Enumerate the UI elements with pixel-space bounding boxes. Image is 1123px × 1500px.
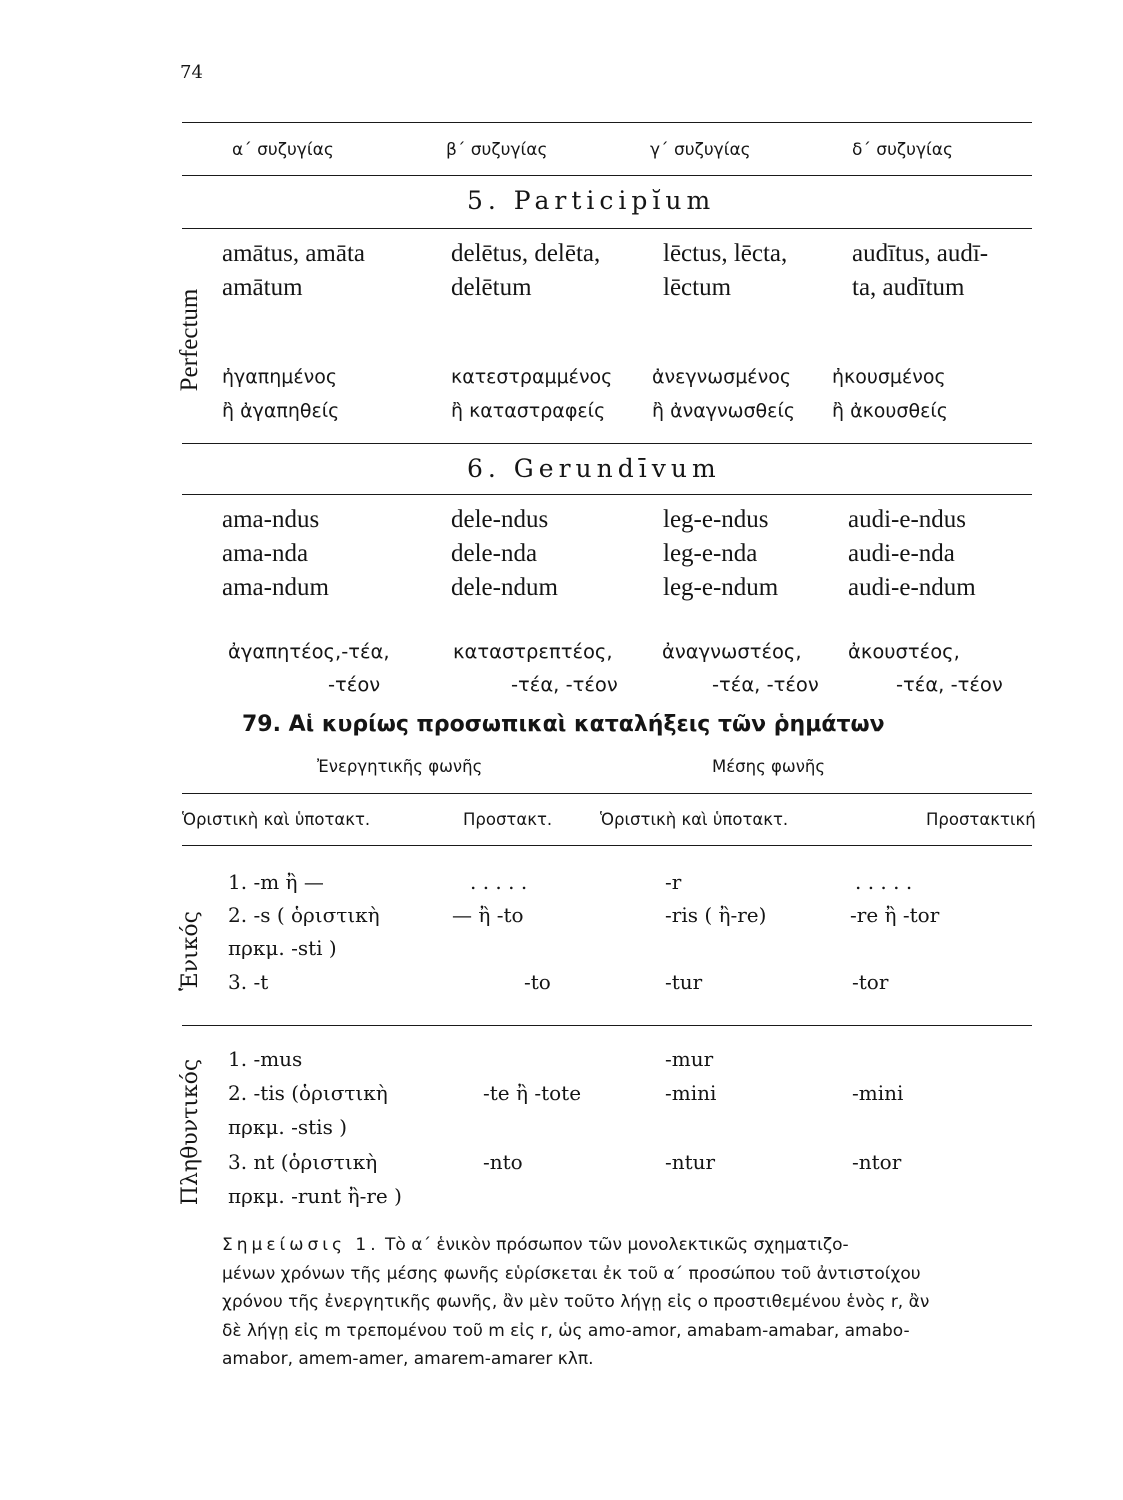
side-label-plural: Πληθυντικός xyxy=(178,1058,203,1206)
side-label-singular: Ἑνικός xyxy=(178,911,203,991)
ger-latin-r1-c1: ama-ndus xyxy=(222,506,320,533)
voice-active-label: Ἐνεργητικῆς φωνῆς xyxy=(317,757,483,776)
pl-r3-c4: -ntor xyxy=(852,1150,902,1174)
sg-r1-c4: . . . . . xyxy=(855,870,913,894)
sg-r1-c2: . . . . . xyxy=(470,870,528,894)
rule-header-bottom xyxy=(182,175,1032,176)
sg-r2-c1: 2. -s ( ὁριστικὴ xyxy=(228,903,380,927)
part-latin-r1-c3: lēctus, lēcta, xyxy=(663,240,788,267)
section-title-gerundivum: 6. Gerundīvum xyxy=(467,454,721,483)
ger-latin-r3-c4: audi-e-ndum xyxy=(848,574,976,601)
section-79-title: 79. Αἱ κυρίως προσωπικαὶ καταλήξεις τῶν ῥημάτων xyxy=(242,712,885,737)
rule-voices xyxy=(182,793,1032,794)
part-greek-r1-c4: ἠκουσμένος xyxy=(832,366,946,388)
header-conj-4: δ΄ συζυγίας xyxy=(852,140,953,160)
sg-r3-c3: -tur xyxy=(665,970,703,994)
pl-r3-c3: -ntur xyxy=(665,1150,716,1174)
ger-greek-r2-c4: -τέα, -τέον xyxy=(896,673,1003,696)
part-latin-r1-c2: delētus, delēta, xyxy=(451,240,601,267)
ger-latin-r2-c3: leg-e-nda xyxy=(663,540,758,567)
ger-greek-r1-c4: ἀκουστέος, xyxy=(848,640,960,663)
pl-r2-c2: -te ἢ -tote xyxy=(483,1081,582,1105)
col-head-3: Ὁριστικὴ καὶ ὑποτακτ. xyxy=(600,810,789,829)
pl-r3-c2: -nto xyxy=(483,1150,523,1174)
col-head-1: Ὁριστικὴ καὶ ὑποτακτ. xyxy=(182,810,371,829)
ger-latin-r2-c2: dele-nda xyxy=(451,540,538,567)
pl-r2-c4: -mini xyxy=(852,1081,904,1105)
pl-r3b: πρκμ. -runt ἢ-re ) xyxy=(228,1184,402,1208)
ger-greek-r2-c2: -τέα, -τέον xyxy=(511,673,618,696)
sg-r2b: πρκμ. -sti ) xyxy=(228,936,337,960)
ger-greek-r1-c2: καταστρεπτέος, xyxy=(453,640,613,663)
part-greek-r1-c1: ἠγαπημένος xyxy=(222,366,338,388)
part-latin-r2-c2: delētum xyxy=(451,274,532,301)
part-latin-r2-c1: amātum xyxy=(222,274,303,301)
part-greek-r2-c2: ἢ καταστραφείς xyxy=(451,400,606,422)
note-line-1-text: Τὸ α΄ ἑνικὸν πρόσωπον τῶν μονολεκτικῶς σχηματιζο- xyxy=(385,1235,849,1255)
rule-gerundivum xyxy=(182,494,1032,495)
rule-participium-end xyxy=(182,443,1032,444)
note-line-4: δὲ λήγῃ εἰς m τρεπομένου τοῦ m εἰς r, ὡς amo-amor, amabam-amabar, amabo- xyxy=(222,1320,910,1341)
sg-r2-c2: — ἢ -to xyxy=(452,903,524,927)
voice-middle-label: Μέσης φωνῆς xyxy=(712,757,826,776)
ger-latin-r1-c4: audi-e-ndus xyxy=(848,506,967,533)
ger-latin-r3-c1: ama-ndum xyxy=(222,574,329,601)
ger-greek-r1-c3: ἀναγνωστέος, xyxy=(662,640,802,663)
header-conj-3: γ΄ συζυγίας xyxy=(650,140,751,160)
col-head-4: Προστακτική xyxy=(926,810,1036,829)
rule-col-heads xyxy=(182,845,1032,846)
part-greek-r1-c2: κατεστραμμένος xyxy=(451,366,613,388)
sg-r3-c2: -to xyxy=(524,970,551,994)
pl-r3-c1: 3. nt (ὁριστικὴ xyxy=(228,1150,378,1174)
note-line-1 xyxy=(222,1231,1030,1260)
ger-latin-r1-c3: leg-e-ndus xyxy=(663,506,769,533)
ger-latin-r2-c4: audi-e-nda xyxy=(848,540,955,567)
pl-r2-c1: 2. -tis (ὁριστικὴ xyxy=(228,1081,388,1105)
sg-r3-c1: 3. -t xyxy=(228,970,269,994)
part-latin-r2-c4: ta, audītum xyxy=(852,274,965,301)
part-greek-r2-c1: ἢ ἀγαπηθείς xyxy=(222,400,340,422)
header-conj-2: β΄ συζυγίας xyxy=(446,140,548,160)
sg-r1-c3: -r xyxy=(665,870,682,894)
rule-singular-end xyxy=(182,1025,1032,1026)
ger-greek-r2-c1: -τέον xyxy=(328,673,381,696)
ger-latin-r3-c3: leg-e-ndum xyxy=(663,574,779,601)
note-line-3: χρόνου τῆς ἐνεργητικῆς φωνῆς, ἂν μὲν τοῦτο λήγῃ εἰς o προστιθεμένου ἑνὸς r, ἂν xyxy=(222,1292,930,1312)
pl-r1-c3: -mur xyxy=(665,1047,714,1071)
pl-r2-c3: -mini xyxy=(665,1081,717,1105)
ger-latin-r1-c2: dele-ndus xyxy=(451,506,549,533)
sg-r2-c3: -ris ( ἢ-re) xyxy=(665,903,767,927)
section-title-participium: 5. Participĭum xyxy=(467,186,716,215)
note-label: Σημείωσις 1. xyxy=(222,1235,380,1255)
header-conj-1: α΄ συζυγίας xyxy=(232,140,334,160)
col-head-2: Προστακτ. xyxy=(463,810,553,829)
part-greek-r1-c3: ἀνεγνωσμένος xyxy=(652,366,791,388)
sg-r2-c4: -re ἢ -tor xyxy=(850,903,940,927)
rule-top xyxy=(182,122,1032,123)
part-latin-r1-c4: audītus, audī- xyxy=(852,240,989,267)
ger-greek-r1-c1: ἀγαπητέος,-τέα, xyxy=(228,640,390,663)
ger-greek-r2-c3: -τέα, -τέον xyxy=(712,673,819,696)
sg-r3-c4: -tor xyxy=(852,970,889,994)
page-number: 74 xyxy=(180,62,203,83)
ger-latin-r2-c1: ama-nda xyxy=(222,540,309,567)
part-latin-r1-c1: amātus, amāta xyxy=(222,240,365,267)
rule-participium xyxy=(182,228,1032,229)
note-line-5: amabor, amem-amer, amarem-amarer κλπ. xyxy=(222,1349,594,1369)
ger-latin-r3-c2: dele-ndum xyxy=(451,574,558,601)
sg-r1-c1: 1. -m ἢ — xyxy=(228,870,324,894)
part-greek-r2-c3: ἢ ἀναγνωσθείς xyxy=(652,400,796,422)
part-latin-r2-c3: lēctum xyxy=(663,274,732,301)
part-greek-r2-c4: ἢ ἀκουσθείς xyxy=(832,400,948,422)
side-label-perfectum: Perfectum xyxy=(176,288,203,392)
pl-r1-c1: 1. -mus xyxy=(228,1047,303,1071)
note-line-2: μένων χρόνων τῆς μέσης φωνῆς εὑρίσκεται ἐκ τοῦ α΄ προσώπου τοῦ ἀντιστοίχου xyxy=(222,1263,921,1284)
pl-r2b: πρκμ. -stis ) xyxy=(228,1115,347,1139)
note-paragraph xyxy=(222,1231,1030,1374)
